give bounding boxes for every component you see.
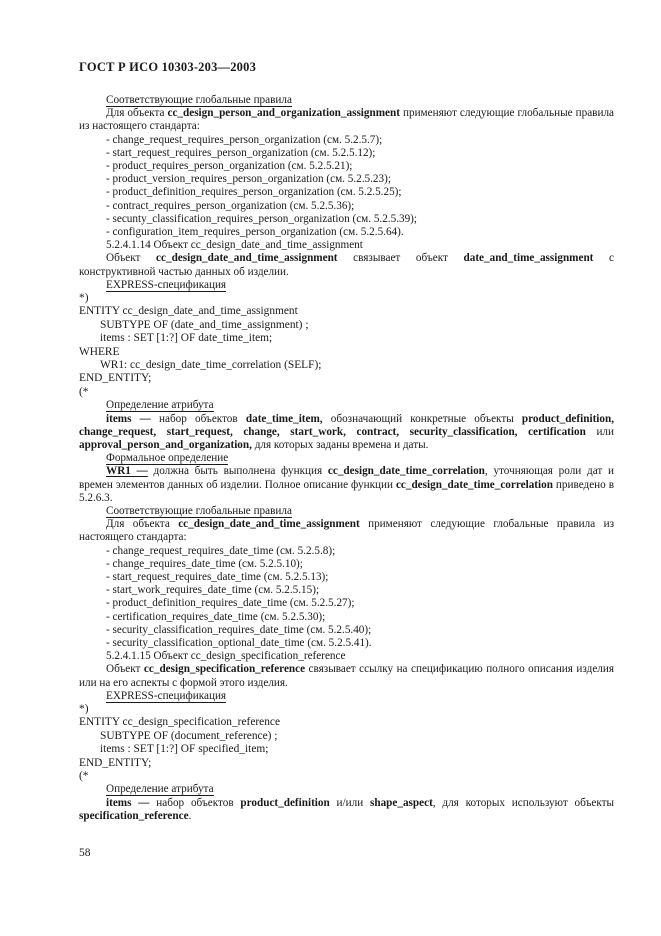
section-title: 5.2.4.1.14 Объект cc_design_date_and_time_assignment [106,239,363,252]
attribute-definition: items — набор объектов product_definition и/или shape_aspect, для которых используют объекты specification_reference. [79,796,615,822]
express-code [79,703,614,783]
list-item: - product_requires_person_organization (см. 5.2.5.21); [106,160,353,173]
code-line: SUBTYPE OF (document_reference) ; [100,729,278,742]
code-line: items : SET [1:?] OF specified_item; [100,743,269,756]
rules-list [79,545,614,651]
list-item: - product_definition_requires_person_organization (см. 5.2.5.25); [106,186,402,199]
code-line: END_ENTITY; [79,372,152,385]
list-item: - secunty_classification_requires_person_organization (см. 5.2.5.39); [106,212,418,225]
list-item: - product_definition_requires_date_time (см. 5.2.5.27); [106,597,355,610]
formal-heading: Формальное определение [106,452,229,465]
code-line: END_ENTITY; [79,756,152,769]
global-rules-heading: Соответствующие глобальные правила [106,94,292,106]
express-heading: EXPRESS-спецификация [106,278,227,291]
list-item: - configuration_item_requires_person_organization (см. 5.2.5.64). [106,226,404,239]
formal-definition: WR1 — должна быть выполнена функция cc_design_date_time_correlation, уточняющая роли дат и времен элементов данных об изделии. Полное описание функции cc_design_date_time_correlation приведено в 5.2.6.3. [79,465,615,504]
list-item: - contract_requires_person_organization (см. 5.2.5.36); [106,199,355,212]
section-title: 5.2.4.1.15 Объект cc_design_specification_reference [106,650,346,663]
global-rules-intro: Для объекта cc_design_date_and_time_assignment применяют следующие глобальные правила из настоящего стандарта: [79,518,614,544]
code-line: WHERE [79,345,120,358]
global-rules-heading: Соответствующие глобальные правила [106,504,292,517]
section-description: Объект cc_design_specification_reference связывает ссылку на спецификацию полного описания изделия или на его аспекты с формой этого изделия. [79,663,615,689]
rules-list [79,134,614,240]
attribute-heading: Определение атрибута [106,399,214,412]
list-item: - product_version_requires_person_organization (см. 5.2.5.23); [106,173,391,186]
code-line: WR1: cc_design_date_time_correlation (SELF); [100,359,322,372]
code-line: (* [79,770,89,782]
global-rules-intro: Для объекта cc_design_person_and_organization_assignment применяют следующие глобальные правила из настоящего стандарта: [79,107,614,133]
attribute-definition: items — набор объектов date_time_item, обозначающий конкретные объекты product_definition, change_request, start_request, change, start_work, contract, security_classification, certification или approval_person_and_organization, для которых заданы времена и даты. [79,412,615,451]
list-item: - start_work_requires_date_time (см. 5.2.5.15); [106,584,320,597]
code-line: SUBTYPE OF (date_and_time_assignment) ; [100,318,309,331]
page-number: 58 [79,847,91,859]
attribute-heading: Определение атрибута [106,783,214,796]
list-item: - change_request_requires_person_organization (см. 5.2.5.7); [106,133,383,146]
list-item: - change_requires_date_time (см. 5.2.5.10); [106,557,303,570]
code-line: *) [79,292,89,305]
document-body [79,94,614,823]
code-line: *) [79,702,89,715]
express-code [79,292,614,399]
document-header: ГОСТ Р ИСО 10303-203—2003 [79,60,257,74]
section-description: Объект cc_design_date_and_time_assignment связывает объект date_and_time_assignment с конструктивной частью данных об изделии. [79,252,614,278]
list-item: - start_request_requires_date_time (см. 5.2.5.13); [106,570,329,583]
code-line: ENTITY cc_design_date_and_time_assignment [79,305,298,318]
list-item: - security_classification_requires_date_time (см. 5.2.5.40); [106,623,372,636]
code-line: ENTITY cc_design_specification_reference [79,716,281,729]
express-heading: EXPRESS-спецификация [106,689,227,702]
code-line: (* [79,385,89,398]
list-item: - change_request_requires_date_time (см. 5.2.5.8); [106,544,336,557]
list-item: - certification_requires_date_time (см. 5.2.5.30); [106,610,326,623]
list-item: - start_request_requires_person_organization (см. 5.2.5.12); [106,146,376,159]
list-item: - security_classification_optional_date_time (см. 5.2.5.41). [106,636,372,649]
code-line: items : SET [1:?] OF date_time_item; [100,332,273,345]
